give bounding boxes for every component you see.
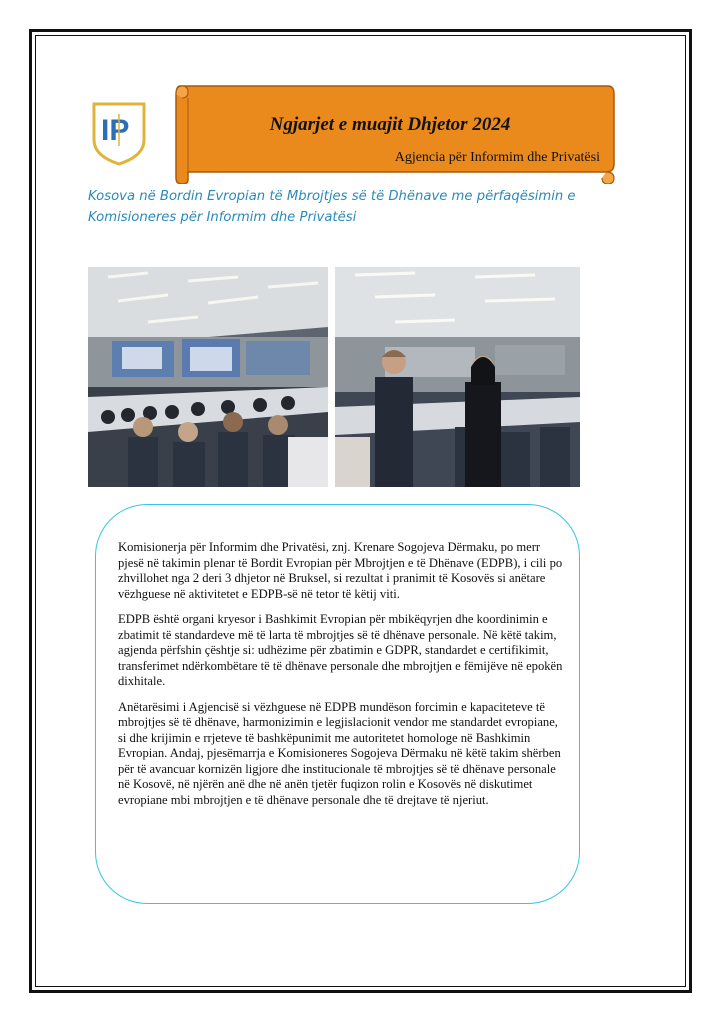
conference-hall-photo [88,267,328,487]
banner-title: Ngjarjet e muajit Dhjetor 2024 [269,114,511,135]
ip-logo [88,96,150,168]
logo-text: IP [101,114,130,147]
article-headline: Kosova në Bordin Evropian të Mbrojtjes së të Dhënave me përfaqësimin e Komisioneres për Informim dhe Privatësi [88,189,576,225]
delegates-conversation-photo [335,267,580,487]
article-paragraph-1: Komisionerja për Informim dhe Privatësi, znj. Krenare Sogojeva Dërmaku, po merr pjesë në takimin plenar të Bordit Evropian për Mbrojtjen e të Dhënave (EDPB), i cili po zhvillohet nga 2 deri 3 dhjetor në Bruksel, si rezultat i pranimit të Kosovës si anëtare vëzhguese në aktivitetet e EDPB-së në tetor të këtij viti. [118,540,563,601]
article-paragraph-3: Anëtarësimi i Agjencisë si vëzhguese në EDPB mundëson forcimin e kapaciteteve të mbrojtjes së të dhënave, harmonizimin e legjislacionit vendor me standardet evropiane, si dhe krijimin e rrjeteve të bashkëpunimit me autoritetet homologe në Bashkimin Evropian. Andaj, pjesëmarrja e Komisioneres Sogojeva Dërmaku në këtë takim shërben për të avancuar kornizën ligjore dhe institucionale të mbrojtjes së të dhënave personale në Kosovë, në njërën anë dhe në anën tjetër fuqizon rolin e Kosovës në diskutimet evropiane mbi mbrojtjen e të dhënave personale dhe të drejtave të njeriut. [118,699,561,807]
agency-name: Agjencia për Informim dhe Privatësi [394,150,600,165]
article-body [118,540,564,818]
article-paragraph-2: EDPB është organi kryesor i Bashkimit Evropian për mbikëqyrjen dhe koordinimin e zbatimit të standardeve më të larta të mbrojtjes së të dhënave personale. Në këtë takim, agjenda përfshin çështje si: udhëzime për zbatimin e GDPR, standardet e certifikimit, transferimet ndërkombëtare të të dhënave personale dhe mbrojtjen e fëmijëve në epokën dixhitale. [118,612,563,688]
